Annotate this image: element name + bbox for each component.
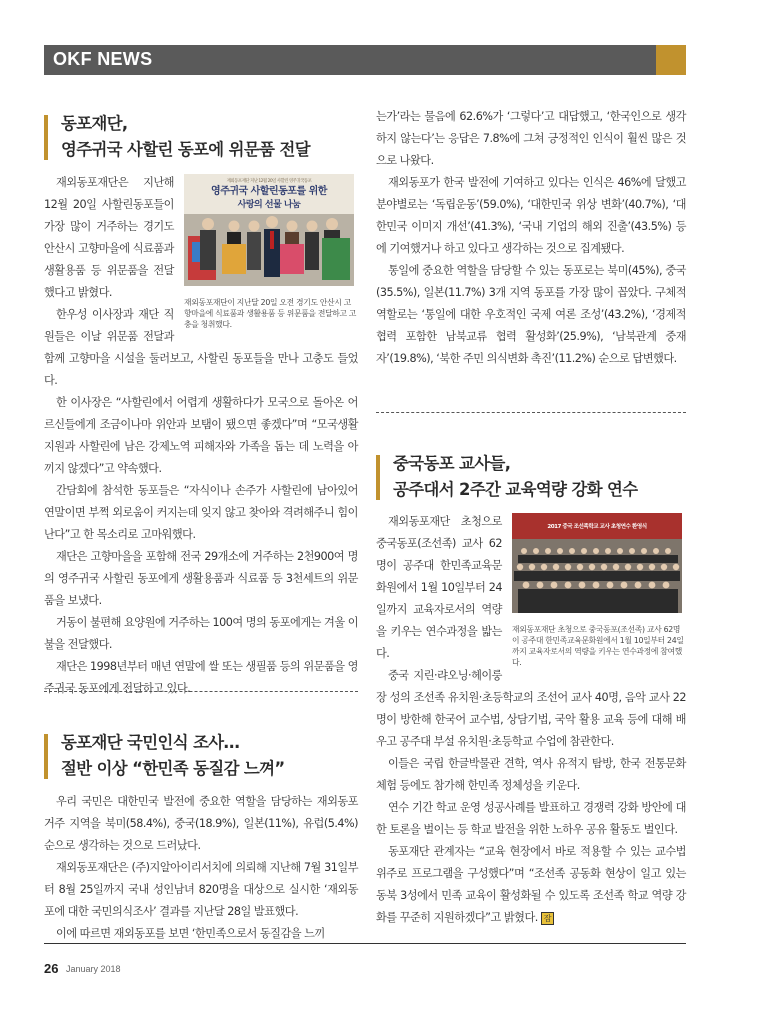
article2-paragraph: 재외동포재단은 (주)지알아이리서치에 의뢰해 지난해 7월 31일부터 8월 25일까지 국내 성인남녀 820명을 대상으로 실시한 ‘재외동포에 대한 국민의식조사’ 결과를 지난달 28일 발표했다. bbox=[44, 861, 358, 918]
article1-paragraph: 재외동포재단은 지난해 12월 20일 사할린동포들이 가장 많이 거주하는 경기도 안산시 고향마을에 식료품과 생활용품 등 위문품을 전달했다고 밝혔다. bbox=[44, 176, 174, 299]
article1-paragraph: 한 이사장은 “사할린에서 어렵게 생활하다가 모국으로 돌아온 어르신들에게 조금이나마 위안과 보탬이 됐으면 좋겠다”며 “모국생활 지원과 사할린에 남은 강제노역 피해자와 가족을 돕는 데 노력을 아끼지 않겠다”고 약속했다. bbox=[44, 396, 358, 475]
article2-title-line1: 동포재단 국민인식 조사… bbox=[61, 733, 240, 752]
article1-paragraph: 간담회에 참석한 동포들은 “자식이나 손주가 사할린에 남아있어 연말이면 부쩍 외로움이 커지는데 잊지 않고 찾아와 격려해주니 힘이 난다”고 한 목소리로 고마워했다. bbox=[44, 484, 358, 541]
article3-title-line1: 중국동포 교사들, bbox=[393, 454, 511, 473]
article2-paragraph: 우리 국민은 대한민국 발전에 중요한 역할을 담당하는 재외동포 거주 지역을 북미(58.4%), 중국(18.9%), 일본(11%), 유럽(5.4%) 순으로 생각하는 것으로 드러났다. bbox=[44, 795, 358, 852]
end-mark-icon: 잠 bbox=[541, 912, 554, 925]
article3-paragraph: 중국 지린·랴오닝·헤이룽장 성의 조선족 유치원·초등학교의 조선어 교사 40명, 음악 교사 22명이 방한해 한국어 교수법, 상담기법, 국악 활용 교육 등에 대해 배우고 공주대 부설 유치원·초등학교 수업에 참관한다. bbox=[376, 669, 686, 748]
page-number: 26 bbox=[44, 961, 59, 976]
article3-paragraph: 재외동포재단 초청으로 중국동포(조선족) 교사 62명이 공주대 한민족교육문화원에서 1월 10일부터 24일까지 교육자로서의 역량을 키우는 연수과정을 밟는다. bbox=[376, 515, 502, 660]
header-accent-block bbox=[656, 45, 686, 75]
article1-photo-caption: 재외동포재단이 지난달 20일 오전 경기도 안산시 고향마을에 식료품과 생활용품 등 위문품을 전달하고 고충을 청취했다. bbox=[184, 298, 357, 329]
article1-headline bbox=[44, 111, 381, 163]
issue-date: January 2018 bbox=[66, 964, 121, 974]
article2-headline bbox=[44, 730, 381, 782]
article1-paragraph: 재단은 1998년부터 매년 연말에 쌀 또는 생필품 등의 위문품을 영주귀국 동포에게 전달하고 있다. bbox=[44, 660, 358, 695]
article1-banner-line1: 영주귀국 사할린동포를 위한 bbox=[211, 186, 327, 197]
article1-paragraph: 거동이 불편해 요양원에 거주하는 100여 명의 동포에게는 겨울 이불을 전달했다. bbox=[44, 616, 358, 651]
article3-headline bbox=[376, 451, 713, 503]
article-divider bbox=[376, 412, 686, 413]
article1-title-line1: 동포재단, bbox=[61, 114, 128, 133]
article2-paragraph-continued: 는가’라는 물음에 62.6%가 ‘그렇다’고 대답했고, ‘한국인으로 생각하지 않는다’는 응답은 7.8%에 그쳐 긍정적인 인식이 훨씬 많은 것으로 나왔다. bbox=[376, 110, 686, 167]
section-header bbox=[44, 45, 686, 75]
article1-banner-line2: 사랑의 선물 나눔 bbox=[237, 200, 301, 210]
article2-body-right bbox=[376, 106, 686, 370]
section-title: OKF NEWS bbox=[53, 49, 153, 69]
article1-title-line2: 영주귀국 사할린 동포에 위문품 전달 bbox=[61, 140, 310, 159]
article2-paragraph: 이에 따르면 재외동포를 보면 ‘한민족으로서 동질감을 느끼 bbox=[56, 927, 325, 940]
article1-body bbox=[44, 172, 358, 700]
article1-paragraph: 재단은 고향마을을 포함해 전국 29개소에 거주하는 2천900여 명의 영주귀국 사할린 동포에게 생활용품과 식료품 등 3천세트의 위문품을 보냈다. bbox=[44, 550, 358, 607]
article1-photo bbox=[184, 174, 354, 286]
article3-photo-block bbox=[512, 513, 686, 668]
article3-paragraph: 연수 기간 학교 운영 성공사례를 발표하고 경쟁력 강화 방안에 대한 토론을 벌이는 등 학교 발전을 위한 노하우 공유 활동도 벌인다. bbox=[376, 801, 686, 836]
article1-banner-small: 재외동포재단 지난 12월 20일 사할린 영주귀국동포 bbox=[226, 179, 312, 184]
article3-photo-caption: 재외동포재단 초청으로 중국동포(조선족) 교사 62명이 공주대 한민족교육문화원에서 1월 10일부터 24일까지 교육자로서의 역량을 키우는 연수과정에 참여했다. bbox=[512, 625, 684, 667]
article1-paragraph: 한우성 이사장과 재단 직원들은 이날 위문품 전달과 함께 고향마을 시설을 둘러보고, 사할린 동포들을 만나 고충도 들었다. bbox=[44, 308, 358, 387]
article3-photo-banner: 2017 중국 조선족학교 교사 초청연수 환영식 bbox=[547, 524, 647, 530]
article3-paragraph bbox=[376, 841, 686, 929]
article2-body-left bbox=[44, 791, 358, 945]
footer-rule bbox=[44, 943, 686, 944]
article2-paragraph: 통일에 중요한 역할을 담당할 수 있는 동포로는 북미(45%), 중국(35.5%), 일본(11.7%) 3개 지역 동포를 가장 많이 꼽았다. 구체적 역할로는 ‘통일에 대한 우호적인 국제 여론 조성’(43.2%), ‘경제적 협력 포함한 남북교류 협력 활성화’(25.9%), ‘남북관계 중재자’(19.8%), ‘북한 주민 의식변화 촉진’(11.2%) 순으로 답변했다. bbox=[376, 264, 686, 365]
article3-body bbox=[376, 511, 686, 929]
article1-photo-block bbox=[184, 174, 358, 330]
article3-last-paragraph-text: 동포재단 관계자는 “교육 현장에서 바로 적용할 수 있는 교수법 위주로 프로그램을 구성했다”며 “조선족 공동화 현상이 일고 있는 동북 3성에서 민족 교육이 활성화될 수 있도록 조선족 학교 역량 강화를 꾸준히 지원하겠다”고 밝혔다. bbox=[376, 845, 686, 924]
article-divider bbox=[44, 691, 358, 692]
article3-title-line2: 공주대서 2주간 교육역량 강화 연수 bbox=[393, 480, 638, 499]
article2-title-line2: 절반 이상 “한민족 동질감 느껴” bbox=[61, 759, 285, 778]
article3-photo bbox=[512, 513, 682, 613]
article3-paragraph: 이들은 국립 한글박물관 견학, 역사 유적지 탐방, 한국 전통문화 체험 등에도 참가해 한민족 정체성을 키운다. bbox=[376, 757, 686, 792]
article2-paragraph: 재외동포가 한국 발전에 기여하고 있다는 인식은 46%에 달했고 분야별로는 ‘독립운동’(59.0%), ‘대한민국 위상 변화’(40.7%), ‘대한민국 이미지 개선’(41.3%), ‘국내 기업의 해외 진출’(43.5%) 등에 기여했거나 하고 있다고 생각하는 것으로 집계됐다. bbox=[376, 176, 686, 255]
